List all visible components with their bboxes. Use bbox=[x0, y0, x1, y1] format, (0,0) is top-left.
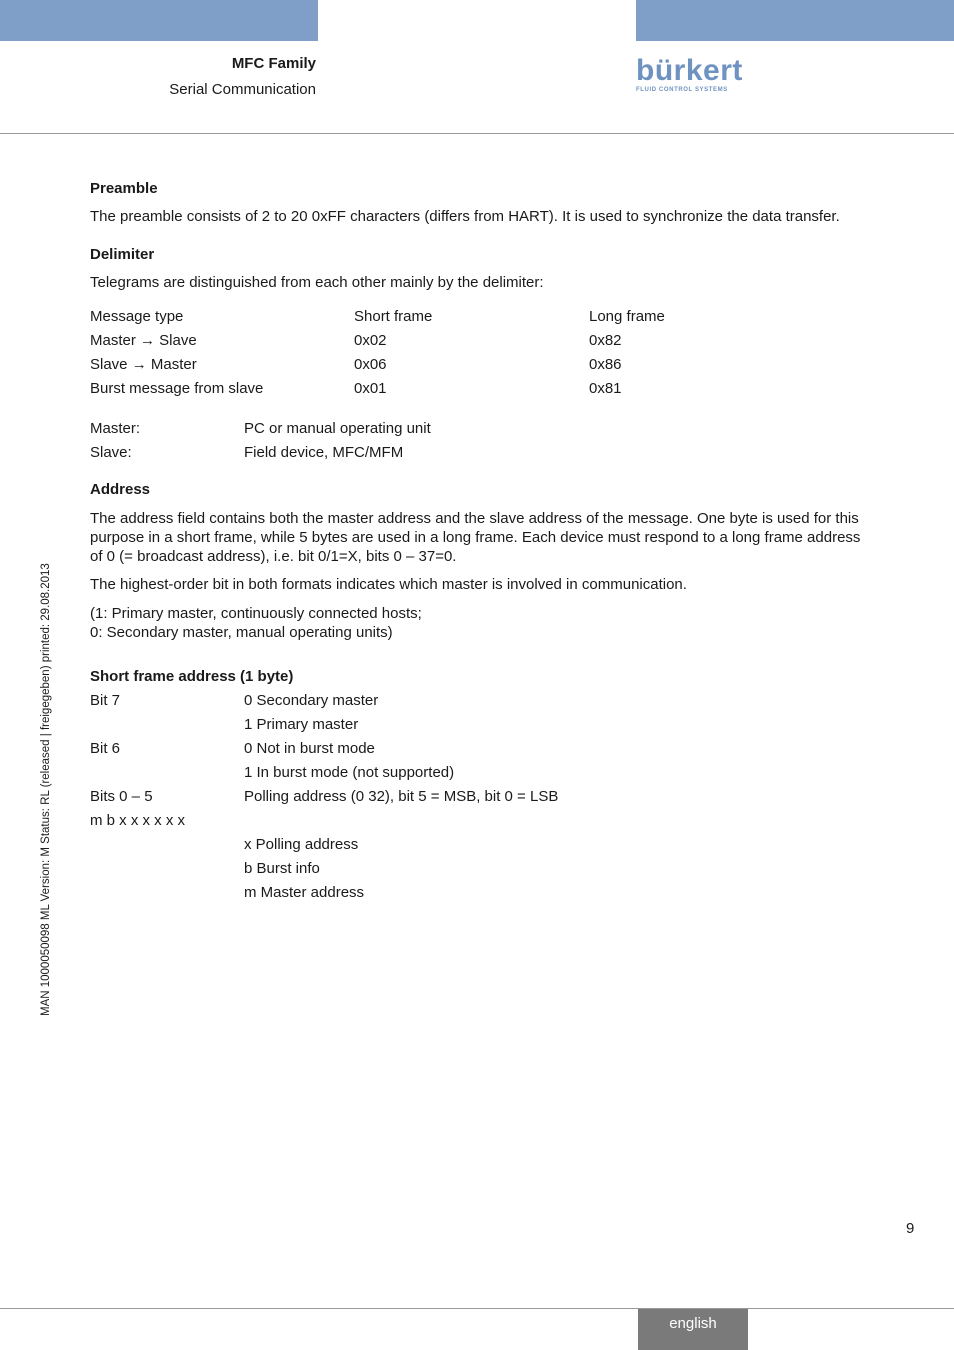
table-cell: 0x01 bbox=[354, 380, 387, 397]
table-cell: 0x82 bbox=[589, 332, 622, 349]
address-master-note-line: (1: Primary master, continuously connected hosts; bbox=[90, 605, 422, 622]
address-paragraph-line: The address field contains both the master address and the slave address of the message. One byte is used for this bbox=[90, 510, 859, 527]
bit-description: Polling address (0 32), bit 5 = MSB, bit 0 = LSB bbox=[244, 788, 559, 805]
footer-rule bbox=[0, 1308, 954, 1309]
definition-desc-slave: Field device, MFC/MFM bbox=[244, 444, 404, 461]
definition-term-slave: Slave: bbox=[90, 444, 132, 461]
header-bar-left bbox=[0, 0, 318, 41]
definition-term-master: Master: bbox=[90, 420, 141, 437]
table-header-long-frame: Long frame bbox=[589, 308, 665, 325]
address-highest-bit-text: The highest-order bit in both formats indicates which master is involved in communication. bbox=[90, 576, 687, 593]
table-cell: 0x06 bbox=[354, 356, 387, 373]
bit-description: 1 Primary master bbox=[244, 716, 359, 733]
heading-delimiter: Delimiter bbox=[90, 246, 155, 263]
heading-preamble: Preamble bbox=[90, 180, 158, 197]
table-cell: 0x81 bbox=[589, 380, 622, 397]
table-cell: 0x02 bbox=[354, 332, 387, 349]
bit-label: Bit 7 bbox=[90, 692, 121, 709]
address-paragraph-line: of 0 (= broadcast address), i.e. bit 0/1=X, bits 0 – 37=0. bbox=[90, 548, 457, 565]
address-paragraph-line: purpose in a short frame, while 5 bytes are used in a long frame. Each device must respond to a long frame address bbox=[90, 529, 861, 546]
bit-description: 0 Secondary master bbox=[244, 692, 379, 709]
bit-legend: x Polling address bbox=[244, 836, 359, 853]
table-header-message-type: Message type bbox=[90, 308, 184, 325]
bit-description: 1 In burst mode (not supported) bbox=[244, 764, 455, 781]
table-header-short-frame: Short frame bbox=[354, 308, 433, 325]
language-tab: english bbox=[638, 1309, 748, 1350]
heading-short-frame-address: Short frame address (1 byte) bbox=[90, 668, 294, 685]
bit-description: 0 Not in burst mode bbox=[244, 740, 375, 757]
bit-label: Bit 6 bbox=[90, 740, 121, 757]
logo-wordmark: bürkert bbox=[636, 54, 743, 87]
logo-tagline: FLUID CONTROL SYSTEMS bbox=[636, 87, 728, 93]
table-cell: Slave → Master bbox=[90, 356, 197, 373]
document-title: MFC Family bbox=[231, 55, 316, 72]
table-cell: Master → Slave bbox=[90, 332, 197, 349]
document-subtitle: Serial Communication bbox=[169, 81, 316, 98]
bit-label: Bits 0 – 5 bbox=[90, 788, 153, 805]
preamble-text: The preamble consists of 2 to 20 0xFF characters (differs from HART). It is used to synchronize the data transfer. bbox=[90, 208, 840, 225]
page-number: 9 bbox=[906, 1220, 915, 1237]
bit-legend: m Master address bbox=[244, 884, 365, 901]
table-cell: 0x86 bbox=[589, 356, 622, 373]
address-master-note-line: 0: Secondary master, manual operating units) bbox=[90, 624, 393, 641]
definition-desc-master: PC or manual operating unit bbox=[244, 420, 431, 437]
bit-legend: b Burst info bbox=[244, 860, 320, 877]
delimiter-text: Telegrams are distinguished from each other mainly by the delimiter: bbox=[90, 274, 544, 291]
header-bar-right bbox=[636, 0, 954, 41]
heading-address: Address bbox=[90, 481, 151, 498]
burkert-logo bbox=[636, 56, 743, 93]
table-cell: Burst message from slave bbox=[90, 380, 264, 397]
document-meta-sidebar: MAN 1000050098 ML Version: M Status: RL (released | freigegeben) printed: 29.08.2013 bbox=[40, 563, 52, 1016]
header-rule bbox=[0, 133, 954, 134]
bit-pattern: m b x x x x x x bbox=[90, 812, 186, 829]
